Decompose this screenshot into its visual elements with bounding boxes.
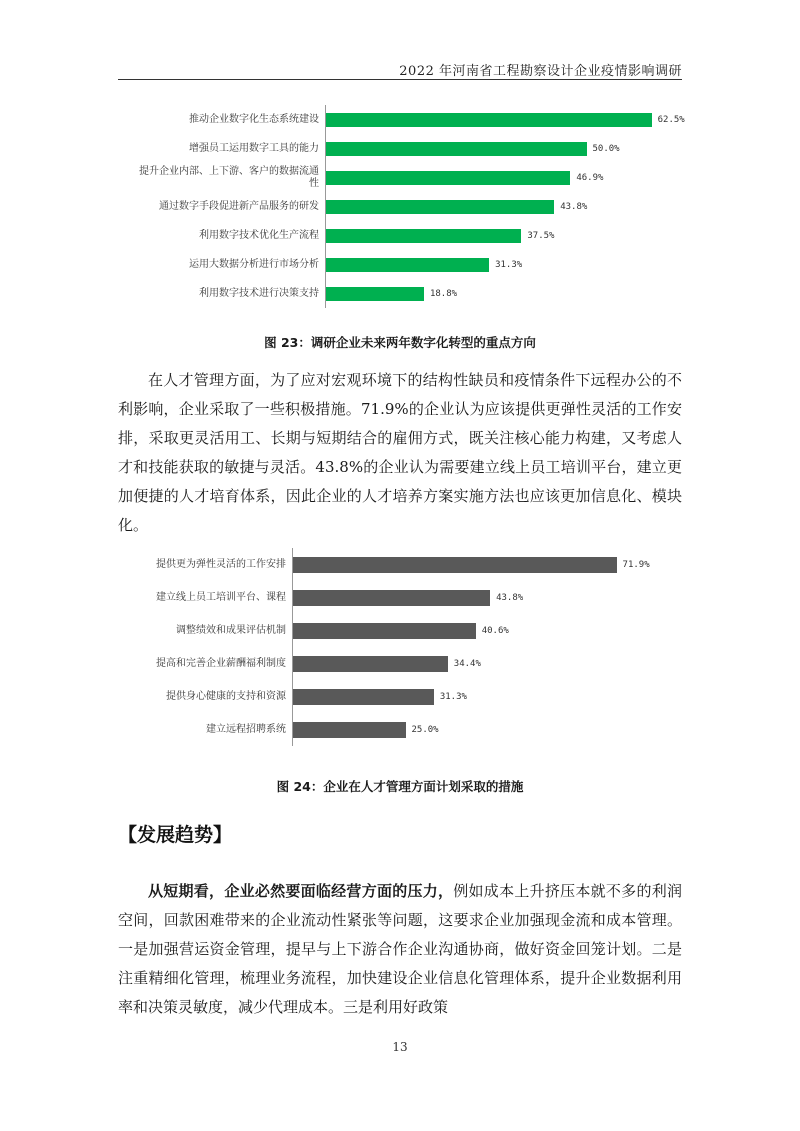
bar: [293, 722, 406, 738]
category-label: 增强员工运用数字工具的能力: [189, 142, 319, 154]
value-label: 71.9%: [622, 559, 650, 570]
category-label: 通过数字手段促进新产品服务的研发: [159, 200, 319, 212]
chart-row: [118, 250, 682, 279]
bar: [293, 623, 476, 639]
chart-row: [118, 192, 682, 221]
chart-row: [118, 279, 682, 308]
section-heading: 【发展趋势】: [118, 824, 233, 846]
paragraph-body: 例如成本上升挤压本就不多的利润空间，回款困难带来的企业流动性紧张等问题，这要求企业加强现金流和成本管理。一是加强营运资金管理，提早与上下游合作企业沟通协商，做好资金回笼计划。二是注重精细化管理，梳理业务流程，加快建设企业信息化管理体系，提升企业数据利用率和决策灵敏度，减少代理成本。三是利用好政策: [118, 882, 682, 1016]
page-number: 13: [392, 1040, 408, 1054]
chart-row: [118, 105, 685, 134]
figure-23-caption: 图 23：调研企业未来两年数字化转型的重点方向: [264, 335, 536, 350]
category-label: 提供身心健康的支持和资源: [166, 690, 286, 702]
chart-digital-transformation: [118, 105, 685, 305]
category-label: 利用数字技术进行决策支持: [199, 287, 319, 299]
bar: [326, 229, 521, 243]
chart-row: [118, 713, 682, 746]
bar: [326, 171, 570, 185]
chart-row: [118, 680, 682, 713]
bar: [293, 590, 490, 606]
chart-row: [118, 614, 682, 647]
value-label: 25.0%: [411, 724, 439, 735]
running-header: 2022 年河南省工程勘察设计企业疫情影响调研: [399, 64, 682, 79]
value-label: 34.4%: [453, 658, 481, 669]
bar: [326, 258, 489, 272]
category-label: 提升企业内部、上下游、客户的数据流通性: [139, 165, 319, 189]
category-label: 调整绩效和成果评估机制: [176, 624, 286, 636]
chart-row: [118, 647, 682, 680]
figure-24-caption: 图 24：企业在人才管理方面计划采取的措施: [276, 779, 524, 794]
bar: [293, 557, 617, 573]
category-label: 推动企业数字化生态系统建设: [189, 113, 319, 125]
chart-row: [118, 581, 682, 614]
value-label: 43.8%: [496, 592, 524, 603]
category-label: 建立远程招聘系统: [206, 723, 286, 735]
bar: [326, 200, 554, 214]
bar: [293, 656, 448, 672]
category-label: 提供更为弹性灵活的工作安排: [156, 558, 286, 570]
chart-row: [118, 221, 682, 250]
header-rule: [118, 79, 682, 80]
value-label: 43.8%: [560, 201, 588, 212]
chart-talent-measures: [118, 548, 682, 748]
value-label: 37.5%: [527, 230, 555, 241]
chart-row: [118, 163, 682, 192]
category-label: 建立线上员工培训平台、课程: [156, 591, 286, 603]
paragraph-development-trend: [118, 877, 682, 1022]
value-label: 50.0%: [592, 143, 620, 154]
bar: [326, 142, 587, 156]
paragraph-lead-sentence: 从短期看，企业必然要面临经营方面的压力，: [148, 882, 454, 900]
bar: [326, 113, 652, 127]
value-label: 18.8%: [429, 288, 458, 299]
category-label: 提高和完善企业薪酬福利制度: [156, 657, 286, 669]
value-label: 62.5%: [657, 114, 685, 125]
category-label: 利用数字技术优化生产流程: [199, 229, 319, 241]
value-label: 46.9%: [576, 172, 604, 183]
bar: [293, 689, 434, 705]
value-label: 31.3%: [439, 691, 467, 702]
chart-row: [118, 134, 682, 163]
value-label: 40.6%: [481, 625, 509, 636]
category-label: 运用大数据分析进行市场分析: [189, 258, 319, 270]
paragraph-talent-management: 在人才管理方面，为了应对宏观环境下的结构性缺员和疫情条件下远程办公的不利影响，企业采取了一些积极措施。71.9%的企业认为应该提供更弹性灵活的工作安排，采取更灵活用工、长期与短期结合的雇佣方式，既关注核心能力构建，又考虑人才和技能获取的敏捷与灵活。43.8%的企业认为需要建立线上员工培训平台，建立更加便捷的人才培育体系，因此企业的人才培养方案实施方法也应该更加信息化、模块化。: [118, 371, 682, 534]
chart-row: [118, 548, 682, 581]
bar: [326, 287, 424, 301]
value-label: 31.3%: [495, 259, 523, 270]
